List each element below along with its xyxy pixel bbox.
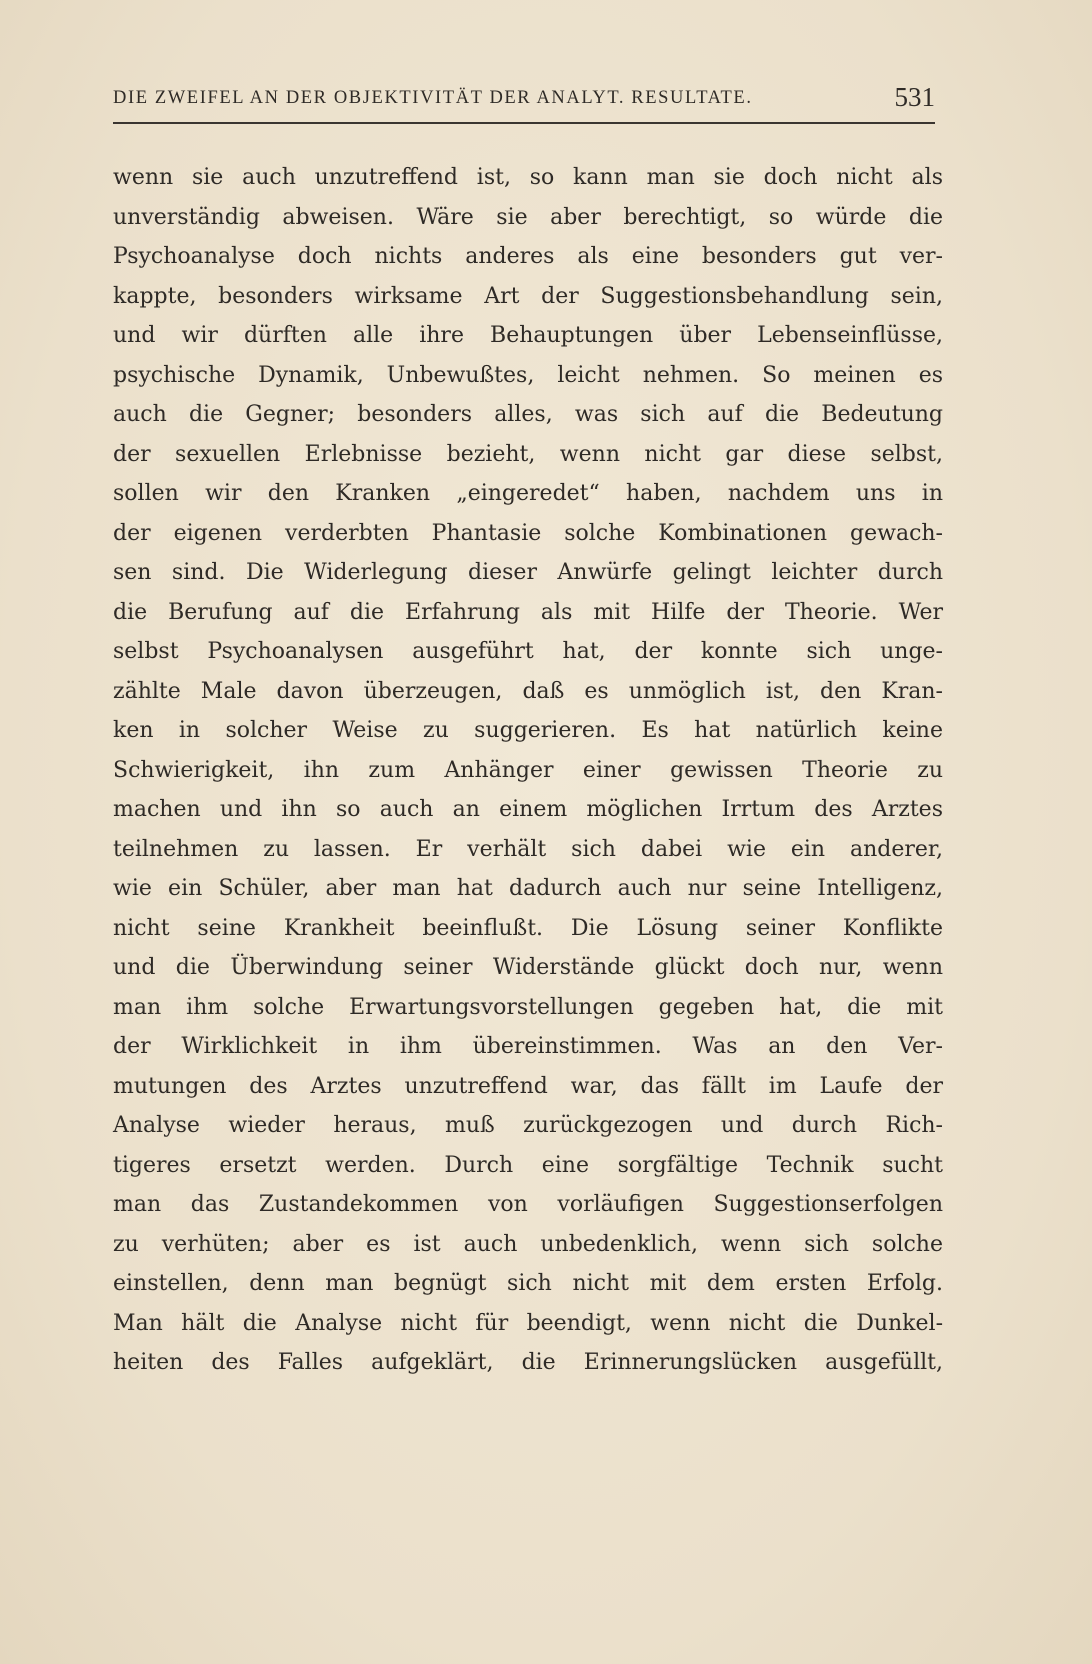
text-line: sen sind. Die Widerlegung dieser Anwürfe gelingt leichter durch	[113, 560, 943, 585]
text-line: die Berufung auf die Erfahrung als mit Hilfe der Theorie. Wer	[113, 599, 943, 625]
text-line: selbst Psychoanalysen ausgeführt hat, der konnte sich unge-	[113, 639, 943, 664]
text-line: einstellen, denn man begnügt sich nicht mit dem ersten Erfolg.	[113, 1271, 943, 1296]
text-line: Analyse wieder heraus, muß zurückgezogen und durch Rich-	[113, 1113, 943, 1138]
text-line: kappte, besonders wirksame Art der Suggestionsbehandlung sein,	[113, 283, 943, 309]
text-line: sollen wir den Kranken „eingeredet“ haben, nachdem uns in	[113, 481, 943, 506]
text-line: man ihm solche Erwartungsvorstellungen gegeben hat, die mit	[113, 994, 943, 1020]
text-line: Schwierigkeit, ihn zum Anhänger einer gewissen Theorie zu	[113, 757, 943, 783]
text-line: machen und ihn so auch an einem möglichen Irrtum des Arztes	[113, 797, 943, 822]
text-line: auch die Gegner; besonders alles, was sich auf die Bedeutung	[113, 402, 943, 427]
text-line: und die Überwindung seiner Widerstände glückt doch nur, wenn	[113, 955, 943, 980]
page-number: 531	[894, 82, 935, 112]
text-line: wenn sie auch unzutreffend ist, so kann man sie doch nicht als	[113, 165, 943, 190]
body-text	[113, 158, 943, 1383]
text-line: wie ein Schüler, aber man hat dadurch auch nur seine Intelligenz,	[113, 876, 943, 901]
text-line: Man hält die Analyse nicht für beendigt, wenn nicht die Dunkel-	[113, 1310, 943, 1336]
text-line: ken in solcher Weise zu suggerieren. Es hat natürlich keine	[113, 718, 943, 743]
text-line: der Wirklichkeit in ihm übereinstimmen. Was an den Ver-	[113, 1034, 943, 1059]
page-header	[113, 82, 935, 124]
text-line: Psychoanalyse doch nichts anderes als eine besonders gut ver-	[113, 244, 943, 269]
text-line: psychische Dynamik, Unbewußtes, leicht nehmen. So meinen es	[113, 362, 943, 388]
text-line: teilnehmen zu lassen. Er verhält sich dabei wie ein anderer,	[113, 836, 943, 862]
text-line: tigeres ersetzt werden. Durch eine sorgfältige Technik sucht	[113, 1152, 943, 1178]
text-line: man das Zustandekommen von vorläufigen Suggestionserfolgen	[113, 1192, 943, 1217]
running-head: DIE ZWEIFEL AN DER OBJEKTIVITÄT DER ANALYT. RESULTATE.	[113, 88, 753, 108]
text-line: der sexuellen Erlebnisse bezieht, wenn nicht gar diese selbst,	[113, 441, 943, 467]
text-line: mutungen des Arztes unzutreffend war, das fällt im Laufe der	[113, 1073, 943, 1099]
text-line: und wir dürften alle ihre Behauptungen über Lebenseinflüsse,	[113, 323, 943, 348]
text-line: zu verhüten; aber es ist auch unbedenklich, wenn sich solche	[113, 1231, 943, 1257]
text-line: heiten des Falles aufgeklärt, die Erinnerungslücken ausgefüllt,	[113, 1350, 943, 1375]
text-line: zählte Male davon überzeugen, daß es unmöglich ist, den Kran-	[113, 678, 943, 704]
text-line: der eigenen verderbten Phantasie solche Kombinationen gewach-	[113, 520, 943, 546]
text-line: nicht seine Krankheit beeinflußt. Die Lösung seiner Konflikte	[113, 915, 943, 941]
text-line: unverständig abweisen. Wäre sie aber berechtigt, so würde die	[113, 204, 943, 230]
